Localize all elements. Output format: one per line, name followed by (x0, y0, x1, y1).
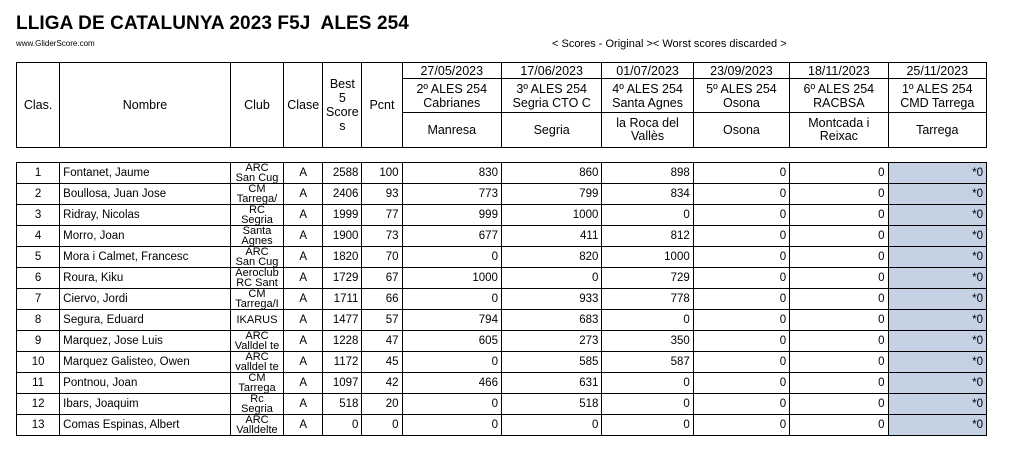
scores-legend: < Scores - Original >< Worst scores discarded > (552, 38, 787, 50)
best-scores-total: 1477 (323, 310, 362, 331)
header-clase: Clase (284, 63, 323, 148)
round-score: 0 (402, 415, 501, 436)
table-row (17, 247, 987, 268)
table-row (17, 331, 987, 352)
percent-value: 67 (362, 268, 402, 289)
pilot-position: 2 (17, 184, 60, 205)
pilot-club: CM Tarrega (230, 373, 283, 394)
percent-value: 100 (362, 163, 402, 184)
round-score: 0 (693, 268, 789, 289)
round-score: 605 (402, 331, 501, 352)
pilot-class: A (284, 415, 323, 436)
round-score: 0 (790, 247, 888, 268)
pilot-position: 1 (17, 163, 60, 184)
pilot-club: Rc Segria (230, 394, 283, 415)
best-line4: s (339, 119, 346, 133)
round-location: la Roca del Vallès (602, 113, 693, 148)
pilot-name: Ciervo, Jordi (60, 289, 231, 310)
discarded-score: *0 (888, 247, 986, 268)
discarded-score: *0 (888, 268, 986, 289)
table-row (17, 415, 987, 436)
pilot-class: A (284, 184, 323, 205)
pilot-club: ARC San Cug (230, 163, 283, 184)
pilot-position: 13 (17, 415, 60, 436)
table-row (17, 394, 987, 415)
percent-value: 0 (362, 415, 402, 436)
round-score: 830 (402, 163, 501, 184)
round-score: 0 (790, 331, 888, 352)
percent-value: 93 (362, 184, 402, 205)
pilot-name: Pontnou, Joan (60, 373, 231, 394)
header-club: Club (230, 63, 283, 148)
table-row (17, 163, 987, 184)
round-date: 25/11/2023 (888, 63, 986, 79)
table-row (17, 226, 987, 247)
pilot-position: 10 (17, 352, 60, 373)
pilot-name: Morro, Joan (60, 226, 231, 247)
best-line1: Best (329, 77, 355, 91)
round-score: 0 (693, 184, 789, 205)
round-name: 4º ALES 254 Santa Agnes (602, 79, 693, 113)
discarded-score: *0 (888, 310, 986, 331)
discarded-score: *0 (888, 373, 986, 394)
round-score: 0 (693, 163, 789, 184)
table-row (17, 373, 987, 394)
header-clas: Clas. (17, 63, 60, 148)
percent-value: 70 (362, 247, 402, 268)
round-location: Montcada i Reixac (790, 113, 888, 148)
pilot-name: Mora i Calmet, Francesc (60, 247, 231, 268)
round-location: Manresa (402, 113, 501, 148)
round-location: Tarrega (888, 113, 986, 148)
round-score: 0 (693, 310, 789, 331)
round-score: 0 (402, 247, 501, 268)
round-score: 0 (693, 415, 789, 436)
pilot-class: A (284, 331, 323, 352)
pilot-name: Marquez, Jose Luis (60, 331, 231, 352)
table-row (17, 205, 987, 226)
pilot-class: A (284, 352, 323, 373)
round-score: 0 (790, 310, 888, 331)
best-scores-total: 1228 (323, 331, 362, 352)
pilot-name: Fontanet, Jaume (60, 163, 231, 184)
round-score: 0 (790, 226, 888, 247)
header-pcnt: Pcnt (362, 63, 402, 148)
header-nombre: Nombre (60, 63, 231, 148)
round-score: 812 (602, 226, 693, 247)
discarded-score: *0 (888, 289, 986, 310)
round-score: 0 (402, 352, 501, 373)
pilot-name: Ibars, Joaquim (60, 394, 231, 415)
round-score: 898 (602, 163, 693, 184)
percent-value: 66 (362, 289, 402, 310)
pilot-class: A (284, 205, 323, 226)
pilot-class: A (284, 163, 323, 184)
results-table (16, 162, 987, 436)
best-scores-total: 1172 (323, 352, 362, 373)
pilot-name: Ridray, Nicolas (60, 205, 231, 226)
discarded-score: *0 (888, 394, 986, 415)
best-scores-total: 0 (323, 415, 362, 436)
round-score: 729 (602, 268, 693, 289)
pilot-club: RC Segria (230, 205, 283, 226)
pilot-club: CM Tarrega/ (230, 184, 283, 205)
round-score: 834 (602, 184, 693, 205)
round-score: 0 (602, 310, 693, 331)
discarded-score: *0 (888, 184, 986, 205)
best-scores-total: 1999 (323, 205, 362, 226)
discarded-score: *0 (888, 163, 986, 184)
discarded-score: *0 (888, 331, 986, 352)
round-score: 0 (790, 205, 888, 226)
website-link[interactable]: www.GliderScore.com (16, 39, 95, 48)
pilot-name: Comas Espinas, Albert (60, 415, 231, 436)
round-score: 0 (693, 205, 789, 226)
round-location: Osona (693, 113, 789, 148)
pilot-class: A (284, 373, 323, 394)
pilot-club: Santa Agnes (230, 226, 283, 247)
round-score: 860 (501, 163, 601, 184)
pilot-club: ARC Valldelte (230, 415, 283, 436)
pilot-club: ARC San Cug (230, 247, 283, 268)
table-row (17, 268, 987, 289)
pilot-club: ARC Valldel te (230, 331, 283, 352)
discarded-score: *0 (888, 352, 986, 373)
round-score: 933 (501, 289, 601, 310)
round-score: 631 (501, 373, 601, 394)
best-scores-total: 1729 (323, 268, 362, 289)
round-score: 518 (501, 394, 601, 415)
table-row (17, 289, 987, 310)
round-score: 411 (501, 226, 601, 247)
round-name: 5º ALES 254 Osona (693, 79, 789, 113)
pilot-position: 12 (17, 394, 60, 415)
best-scores-total: 1820 (323, 247, 362, 268)
round-score: 0 (501, 415, 601, 436)
round-score: 778 (602, 289, 693, 310)
round-score: 1000 (602, 247, 693, 268)
round-score: 820 (501, 247, 601, 268)
pilot-name: Boullosa, Juan Jose (60, 184, 231, 205)
discarded-score: *0 (888, 226, 986, 247)
round-score: 0 (693, 289, 789, 310)
round-score: 0 (402, 289, 501, 310)
pilot-class: A (284, 289, 323, 310)
pilot-club: CM Tarrega/I (230, 289, 283, 310)
header-best-scores (323, 63, 362, 148)
pilot-position: 8 (17, 310, 60, 331)
round-date: 01/07/2023 (602, 63, 693, 79)
pilot-position: 7 (17, 289, 60, 310)
pilot-class: A (284, 247, 323, 268)
page-title: LLIGA DE CATALUNYA 2023 F5J ALES 254 (16, 13, 409, 34)
round-score: 0 (790, 268, 888, 289)
best-scores-total: 2406 (323, 184, 362, 205)
round-name: 6º ALES 254 RACBSA (790, 79, 888, 113)
round-score: 0 (693, 373, 789, 394)
pilot-club: ARC valldel te (230, 352, 283, 373)
pilot-club: IKARUS (230, 310, 283, 331)
percent-value: 20 (362, 394, 402, 415)
round-score: 0 (790, 352, 888, 373)
round-score: 799 (501, 184, 601, 205)
pilot-name: Roura, Kiku (60, 268, 231, 289)
round-score: 0 (602, 394, 693, 415)
round-date: 17/06/2023 (501, 63, 601, 79)
discarded-score: *0 (888, 205, 986, 226)
round-date: 23/09/2023 (693, 63, 789, 79)
pilot-name: Segura, Eduard (60, 310, 231, 331)
round-name: 2º ALES 254 Cabrianes (402, 79, 501, 113)
round-score: 677 (402, 226, 501, 247)
pilot-class: A (284, 226, 323, 247)
best-scores-total: 1097 (323, 373, 362, 394)
round-score: 0 (790, 163, 888, 184)
pilot-position: 6 (17, 268, 60, 289)
round-score: 1000 (501, 205, 601, 226)
round-score: 683 (501, 310, 601, 331)
round-score: 0 (693, 331, 789, 352)
table-row (17, 184, 987, 205)
pilot-position: 3 (17, 205, 60, 226)
round-score: 1000 (402, 268, 501, 289)
round-score: 773 (402, 184, 501, 205)
best-scores-total: 1711 (323, 289, 362, 310)
round-score: 0 (602, 205, 693, 226)
round-score: 587 (602, 352, 693, 373)
round-score: 0 (790, 184, 888, 205)
round-score: 585 (501, 352, 601, 373)
round-score: 466 (402, 373, 501, 394)
percent-value: 73 (362, 226, 402, 247)
round-score: 0 (790, 394, 888, 415)
pilot-position: 9 (17, 331, 60, 352)
pilot-name: Marquez Galisteo, Owen (60, 352, 231, 373)
round-score: 0 (790, 415, 888, 436)
round-date: 27/05/2023 (402, 63, 501, 79)
pilot-class: A (284, 310, 323, 331)
round-name: 3º ALES 254 Segria CTO C (501, 79, 601, 113)
results-table-header (16, 62, 987, 148)
best-scores-total: 1900 (323, 226, 362, 247)
pilot-position: 5 (17, 247, 60, 268)
round-score: 0 (602, 373, 693, 394)
pilot-club: Aeroclub RC Sant (230, 268, 283, 289)
round-location: Segria (501, 113, 601, 148)
round-score: 0 (693, 226, 789, 247)
percent-value: 57 (362, 310, 402, 331)
round-score: 350 (602, 331, 693, 352)
round-score: 273 (501, 331, 601, 352)
round-score: 0 (501, 268, 601, 289)
round-date: 18/11/2023 (790, 63, 888, 79)
round-score: 0 (693, 352, 789, 373)
round-score: 0 (693, 247, 789, 268)
table-row (17, 310, 987, 331)
round-score: 0 (790, 289, 888, 310)
round-score: 999 (402, 205, 501, 226)
percent-value: 47 (362, 331, 402, 352)
pilot-position: 11 (17, 373, 60, 394)
best-scores-total: 2588 (323, 163, 362, 184)
best-line2: 5 (338, 91, 346, 105)
pilot-class: A (284, 268, 323, 289)
percent-value: 77 (362, 205, 402, 226)
best-line3: Score (326, 105, 359, 119)
percent-value: 42 (362, 373, 402, 394)
pilot-position: 4 (17, 226, 60, 247)
round-score: 0 (693, 394, 789, 415)
percent-value: 45 (362, 352, 402, 373)
discarded-score: *0 (888, 415, 986, 436)
table-row (17, 352, 987, 373)
round-name: 1º ALES 254 CMD Tarrega (888, 79, 986, 113)
round-score: 794 (402, 310, 501, 331)
round-score: 0 (402, 394, 501, 415)
round-score: 0 (790, 373, 888, 394)
pilot-class: A (284, 394, 323, 415)
round-score: 0 (602, 415, 693, 436)
best-scores-total: 518 (323, 394, 362, 415)
